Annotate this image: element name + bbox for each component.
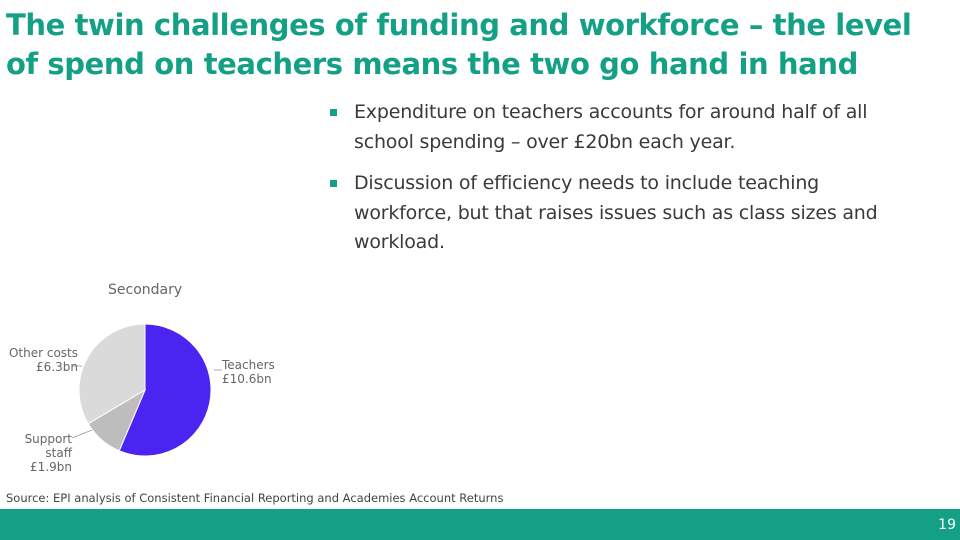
- pie-chart: [0, 270, 320, 485]
- slice-label-teachers: [222, 358, 282, 386]
- footer-bar: [0, 509, 960, 540]
- square-bullet-icon: [330, 180, 337, 187]
- bullet-item: [330, 98, 900, 157]
- page-number: 19: [938, 517, 956, 533]
- slice-label-value: £10.6bn: [222, 372, 272, 386]
- bullet-text: Discussion of efficiency needs to include teaching workforce, but that raises issues such as class sizes and workload.: [354, 172, 878, 253]
- chart-title: Secondary: [108, 282, 183, 298]
- slice-label-other-costs: [8, 346, 78, 374]
- bullet-list: [330, 98, 900, 270]
- slice-label-value: £1.9bn: [30, 460, 72, 474]
- slice-label-support-staff: [22, 432, 72, 474]
- slice-label-name: Support staff: [24, 432, 72, 460]
- square-bullet-icon: [330, 109, 337, 116]
- slice-label-name: Other costs: [8, 346, 78, 360]
- slide-title: The twin challenges of funding and workforce – the level of spend on teachers means the two go hand in hand: [6, 8, 912, 81]
- leader-line: [72, 430, 92, 438]
- source-note: Source: EPI analysis of Consistent Financial Reporting and Academies Account Returns: [6, 491, 504, 505]
- slice-label-name: Teachers: [222, 358, 275, 372]
- bullet-item: [330, 169, 900, 258]
- slice-label-value: £6.3bn: [36, 360, 78, 374]
- bullet-text: Expenditure on teachers accounts for around half of all school spending – over £20bn each year.: [354, 101, 868, 153]
